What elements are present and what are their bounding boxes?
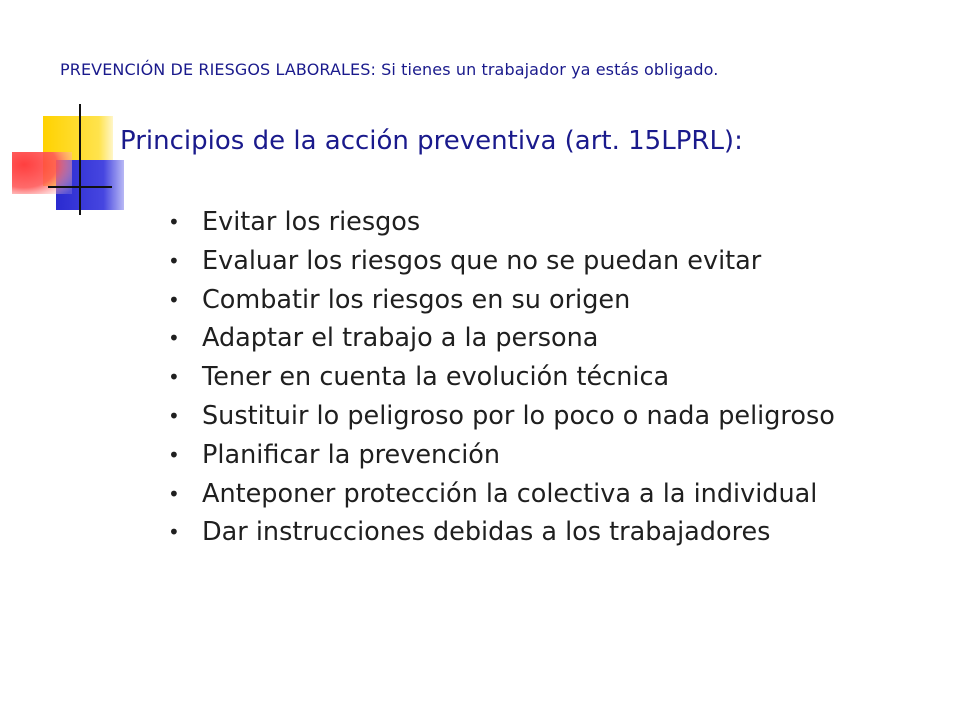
list-item xyxy=(168,281,835,320)
list-item xyxy=(168,203,835,242)
list-item xyxy=(168,397,835,436)
list-item-text: Dar instrucciones debidas a los trabajadores xyxy=(202,517,771,548)
principles-list xyxy=(168,203,835,552)
slide-title: Principios de la acción preventiva (art. 15LPRL): xyxy=(120,126,743,156)
bullet-icon: • xyxy=(168,403,180,428)
decorative-squares-logo xyxy=(0,0,140,230)
bullet-icon: • xyxy=(168,520,180,545)
list-item-text: Adaptar el trabajo a la persona xyxy=(202,323,599,354)
list-item xyxy=(168,358,835,397)
bullet-icon: • xyxy=(168,326,180,351)
list-item-text: Combatir los riesgos en su origen xyxy=(202,284,631,315)
list-item xyxy=(168,319,835,358)
slide-header: PREVENCIÓN DE RIESGOS LABORALES: Si tienes un trabajador ya estás obligado. xyxy=(60,60,719,79)
bullet-icon: • xyxy=(168,481,180,506)
bullet-icon: • xyxy=(168,248,180,273)
list-item-text: Anteponer protección la colectiva a la individual xyxy=(202,478,818,509)
list-item-text: Evitar los riesgos xyxy=(202,207,421,237)
bullet-icon: • xyxy=(168,210,180,234)
list-item-text: Tener en cuenta la evolución técnica xyxy=(202,362,670,393)
list-item-text: Evaluar los riesgos que no se puedan evitar xyxy=(202,245,762,276)
list-item-text: Sustituir lo peligroso por lo poco o nada peligroso xyxy=(202,400,835,431)
list-item xyxy=(168,436,835,475)
list-item xyxy=(168,242,835,281)
bullet-icon: • xyxy=(168,442,180,467)
bullet-icon: • xyxy=(168,287,180,312)
list-item xyxy=(168,513,835,552)
list-item-text: Planificar la prevención xyxy=(202,439,501,470)
bullet-icon: • xyxy=(168,365,180,390)
list-item xyxy=(168,475,835,514)
